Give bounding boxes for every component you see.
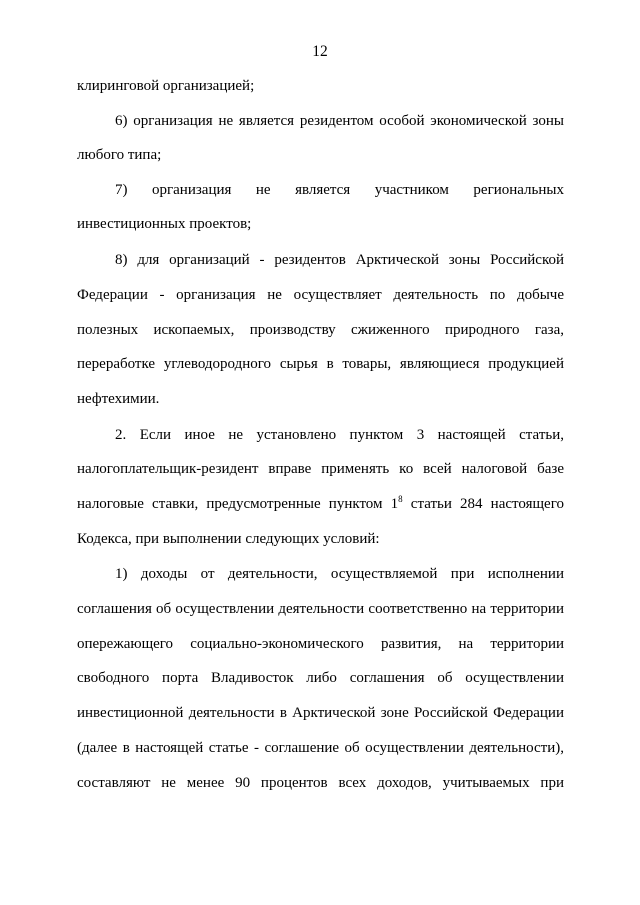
- text-line: опережающего социально-экономического развития, на территории: [77, 636, 564, 652]
- text-segment: статьи 284 настоящего: [402, 496, 564, 512]
- text-line: [77, 494, 564, 514]
- text-line: нефтехимии.: [77, 391, 160, 407]
- text-line: полезных ископаемых, производству сжиженного природного газа,: [77, 322, 564, 338]
- text-line: инвестиционной деятельности в Арктической зоне Российской Федерации: [77, 705, 564, 721]
- text-line: Федерации - организация не осуществляет деятельность по добыче: [77, 287, 564, 303]
- text-line: клиринговой организацией;: [77, 78, 255, 94]
- text-segment: налоговые ставки, предусмотренные пунктом 1: [77, 496, 399, 512]
- text-line: 1) доходы от деятельности, осуществляемой при исполнении: [115, 566, 564, 582]
- page-number: 12: [312, 43, 328, 60]
- superscript: 8: [398, 494, 403, 504]
- text-line: (далее в настоящей статье - соглашение об осуществлении деятельности),: [77, 740, 564, 756]
- text-line: налогоплательщик-резидент вправе применять ко всей налоговой базе: [77, 461, 564, 477]
- text-line: Кодекса, при выполнении следующих условий:: [77, 531, 380, 547]
- text-line: 7) организация не является участником региональных: [115, 182, 564, 198]
- text-line: 2. Если иное не установлено пунктом 3 настоящей статьи,: [115, 427, 564, 443]
- text-line: переработке углеводородного сырья в товары, являющиеся продукцией: [77, 356, 564, 372]
- text-line: любого типа;: [77, 147, 162, 163]
- text-line: соглашения об осуществлении деятельности соответственно на территории: [77, 601, 564, 617]
- text-line: 8) для организаций - резидентов Арктической зоны Российской: [115, 252, 564, 268]
- text-line: составляют не менее 90 процентов всех доходов, учитываемых при: [77, 775, 564, 791]
- text-line: инвестиционных проектов;: [77, 216, 252, 232]
- text-line: 6) организация не является резидентом особой экономической зоны: [115, 113, 564, 129]
- text-line: свободного порта Владивосток либо соглашения об осуществлении: [77, 670, 564, 686]
